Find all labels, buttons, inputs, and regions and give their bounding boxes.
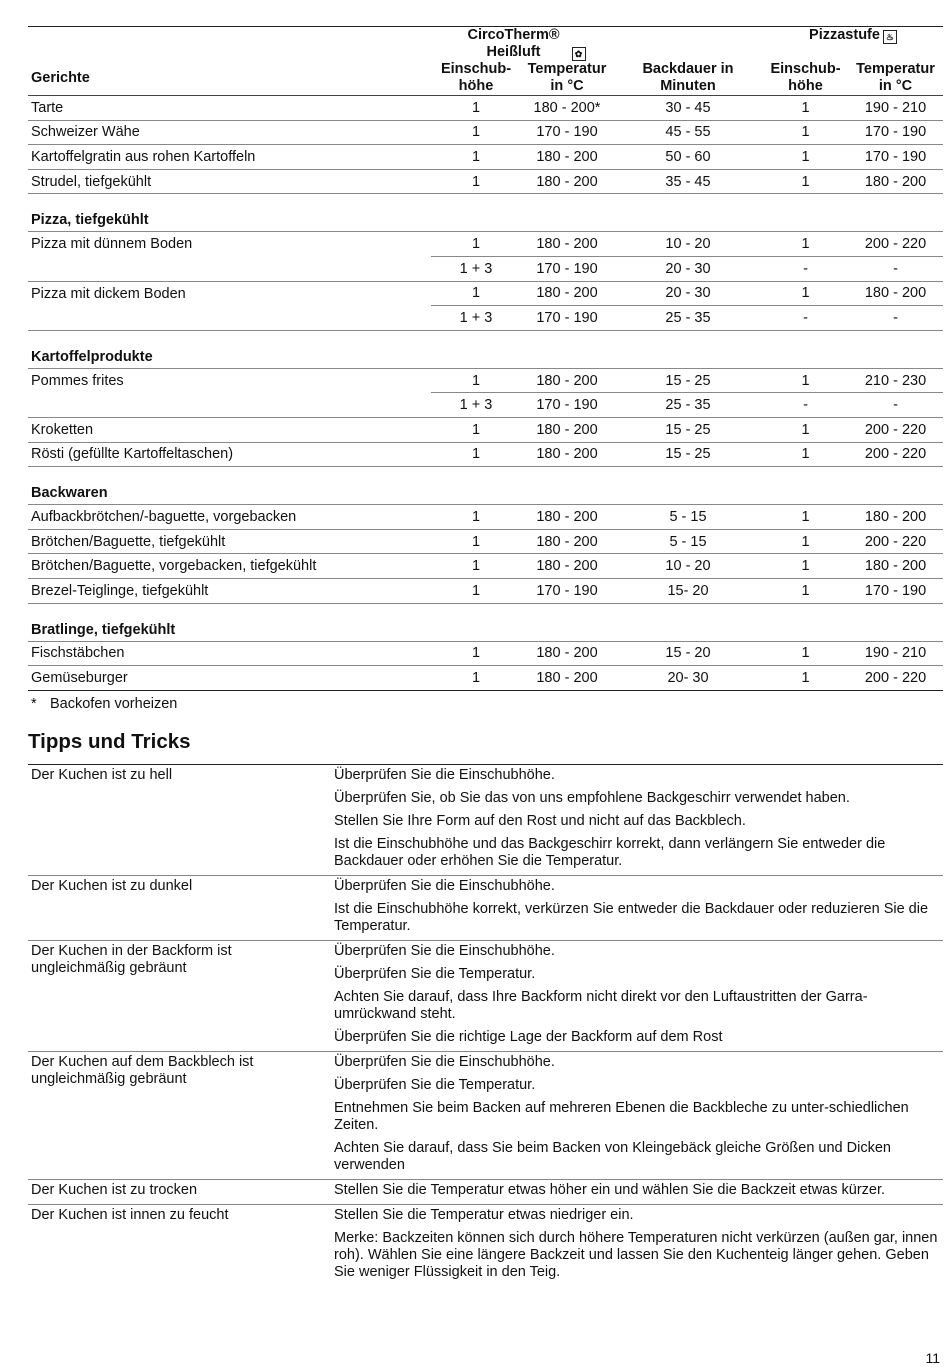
tip-problem: Der Kuchen ist innen zu feucht [31,1206,229,1223]
cell-temp-pizza: 200 - 220 [848,666,943,691]
cell-dish: Brötchen/Baguette, tiefgekühlt [28,529,431,554]
cell-temp-circotherm: 180 - 200* [521,96,613,121]
tips-row [28,1204,943,1286]
table-row [28,306,943,331]
cell-shelf-circotherm: 1 [431,529,521,554]
footnote [28,696,943,712]
section-title: Pizza, tiefgekühlt [28,194,943,232]
tip-solution: Überprüfen Sie die Temperatur. [334,965,536,982]
header-group-pizza-label: Pizzastufe [809,27,880,43]
table-row [28,578,943,603]
table-section-row [28,603,943,641]
cell-temp-circotherm: 180 - 200 [521,281,613,306]
cell-temp-pizza: 180 - 200 [848,281,943,306]
cell-shelf-pizza: 1 [763,169,848,194]
cell-dish: Pommes frites [31,372,124,389]
table-header-groups [28,27,943,62]
cell-temp-circotherm: 180 - 200 [521,232,613,257]
cell-shelf-circotherm: 1 + 3 [431,256,521,281]
cell-shelf-circotherm: 1 + 3 [431,393,521,418]
cell-temp-pizza: 170 - 190 [848,145,943,170]
cell-time: 5 - 15 [613,529,763,554]
cell-shelf-pizza: - [763,256,848,281]
table-row [28,417,943,442]
table-row [28,281,943,306]
cell-shelf-circotherm: 1 [431,169,521,194]
tip-solutions [331,1179,943,1204]
cell-dish: Brezel-Teiglinge, tiefgekühlt [28,578,431,603]
cell-time: 20- 30 [613,666,763,691]
cell-time: 15 - 20 [613,641,763,666]
table-row [28,442,943,467]
cell-temp-pizza: 200 - 220 [848,529,943,554]
cell-dish: Pizza mit dickem Boden [31,285,186,302]
pizza-setting-icon: ♨ [883,30,897,44]
cell-temp-pizza: 180 - 200 [848,505,943,530]
cell-shelf-circotherm: 1 + 3 [431,306,521,331]
cell-time: 10 - 20 [613,232,763,257]
cell-temp-circotherm: 180 - 200 [521,666,613,691]
cell-time: 25 - 35 [613,393,763,418]
table-section-row [28,330,943,368]
cell-dish: Tarte [28,96,431,121]
cell-dish: Schweizer Wähe [28,120,431,145]
cell-time: 15- 20 [613,578,763,603]
table-row [28,554,943,579]
cell-shelf-pizza: 1 [763,145,848,170]
cell-shelf-circotherm: 1 [431,96,521,121]
cell-dish: Kroketten [28,417,431,442]
cell-time: 20 - 30 [613,256,763,281]
cell-shelf-circotherm: 1 [431,554,521,579]
cell-shelf-pizza: - [763,306,848,331]
table-row [28,505,943,530]
col-header-time: Backdauer in Minuten [613,61,763,96]
cell-shelf-circotherm: 1 [431,641,521,666]
tip-solutions [331,875,943,940]
cell-temp-circotherm: 180 - 200 [521,368,613,393]
tip-problem: Der Kuchen ist zu trocken [28,1179,331,1204]
cell-temp-pizza: - [848,256,943,281]
cell-temp-pizza: 170 - 190 [848,578,943,603]
cell-time: 25 - 35 [613,306,763,331]
cell-temp-pizza: 190 - 210 [848,96,943,121]
cell-shelf-pizza: 1 [763,120,848,145]
cell-dish: Gemüseburger [28,666,431,691]
cell-dish: Kartoffelgratin aus rohen Kartoffeln [28,145,431,170]
cell-shelf-pizza: 1 [763,529,848,554]
section-heading-tips: Tipps und Tricks [28,729,191,753]
table-row [28,666,943,691]
table-section-row [28,194,943,232]
cell-temp-pizza: - [848,393,943,418]
cell-temp-circotherm: 170 - 190 [521,256,613,281]
cell-temp-circotherm: 180 - 200 [521,442,613,467]
cell-time: 35 - 45 [613,169,763,194]
cell-shelf-pizza: 1 [763,281,848,306]
tip-solutions [331,764,943,875]
cell-dish [28,393,431,418]
col-header-dish: Gerichte [28,61,431,96]
cell-temp-circotherm: 170 - 190 [521,578,613,603]
tip-solution: Stellen Sie die Temperatur etwas höher ein und wählen Sie die Backzeit etwas kürzer. [334,1181,886,1198]
tip-solution: Stellen Sie Ihre Form auf den Rost und nicht auf das Backblech. [334,812,746,829]
tip-problem: Der Kuchen auf dem Backblech ist ungleichmäßig gebräunt [28,1051,331,1179]
table-section-row [28,467,943,505]
cell-time: 45 - 55 [613,120,763,145]
cell-temp-circotherm: 180 - 200 [521,554,613,579]
tips-row [28,940,943,1051]
cell-time: 15 - 25 [613,442,763,467]
table-row [28,145,943,170]
cell-temp-pizza: 210 - 230 [848,368,943,393]
cell-shelf-pizza: 1 [763,666,848,691]
tips-table [28,764,943,1286]
cell-shelf-circotherm: 1 [431,442,521,467]
tip-problem: Der Kuchen in der Backform ist ungleichmäßig gebräunt [28,940,331,1051]
tip-solution: Überprüfen Sie die Einschubhöhe. [334,1053,555,1070]
cell-temp-circotherm: 170 - 190 [521,393,613,418]
cell-temp-pizza: 180 - 200 [848,554,943,579]
tips-row [28,1179,943,1204]
col-header-temp-pizza: Temperatur in °C [848,61,943,96]
table-row [28,529,943,554]
cell-shelf-pizza: 1 [763,578,848,603]
table-row [28,169,943,194]
footnote-mark: * [31,695,37,712]
cell-shelf-circotherm: 1 [431,666,521,691]
cell-shelf-circotherm: 1 [431,417,521,442]
cell-time: 20 - 30 [613,281,763,306]
table-row [28,96,943,121]
cell-shelf-pizza: 1 [763,442,848,467]
cell-shelf-pizza: 1 [763,368,848,393]
tip-solution: Stellen Sie die Temperatur etwas niedriger ein. [334,1206,634,1223]
col-header-shelf-pizza: Einschub-höhe [763,61,848,96]
cell-shelf-pizza: 1 [763,505,848,530]
baking-table-body [28,96,943,691]
section-title: Bratlinge, tiefgekühlt [28,603,943,641]
cell-shelf-pizza: - [763,393,848,418]
tip-solution: Merke: Backzeiten können sich durch höhere Temperaturen nicht verkürzen (außen gar, innen roh). Wählen Sie eine längere Backzeit und lassen Sie den Kuchenteig länger gehen. Geben Sie weniger Flüssigkeit in den Teig. [334,1229,938,1280]
cell-time: 30 - 45 [613,96,763,121]
cell-dish [28,256,431,281]
cell-temp-pizza: 200 - 220 [848,442,943,467]
cell-shelf-circotherm: 1 [431,145,521,170]
cell-temp-circotherm: 170 - 190 [521,120,613,145]
table-row [28,120,943,145]
document-page [28,0,943,1286]
tips-row [28,875,943,940]
tip-solution: Überprüfen Sie die Einschubhöhe. [334,877,555,894]
cell-dish: Pizza mit dünnem Boden [31,236,193,253]
cell-temp-pizza: 200 - 220 [848,232,943,257]
tip-solution: Achten Sie darauf, dass Sie beim Backen von Kleingebäck gleiche Größen und Dicken verwenden [334,1139,891,1173]
cell-dish: Brötchen/Baguette, vorgebacken, tiefgekühlt [28,554,431,579]
circotherm-fan-icon: ✿ [572,47,586,61]
cell-temp-circotherm: 180 - 200 [521,145,613,170]
tip-solution: Überprüfen Sie, ob Sie das von uns empfohlene Backgeschirr verwendet haben. [334,789,850,806]
cell-temp-circotherm: 170 - 190 [521,306,613,331]
tip-solution: Überprüfen Sie die richtige Lage der Backform auf dem Rost [334,1028,723,1045]
cell-shelf-pizza: 1 [763,417,848,442]
table-row [28,232,943,257]
tip-solution: Überprüfen Sie die Einschubhöhe. [334,942,555,959]
tip-solution: Überprüfen Sie die Einschubhöhe. [334,766,555,783]
cell-temp-circotherm: 180 - 200 [521,529,613,554]
section-title: Kartoffelprodukte [28,330,943,368]
tip-solution: Ist die Einschubhöhe und das Backgeschirr korrekt, dann verlängern Sie entweder die Backdauer oder erhöhen Sie die Temperatur. [334,835,886,869]
table-row [28,393,943,418]
cell-temp-pizza: 200 - 220 [848,417,943,442]
col-header-temp-circotherm: Temperatur in °C [521,61,613,96]
header-group-circotherm-label: CircoTherm® Heißluft [467,27,560,60]
cell-time: 15 - 25 [613,417,763,442]
tip-solutions [331,1204,943,1286]
table-header-columns [28,61,943,96]
cell-dish: Strudel, tiefgekühlt [28,169,431,194]
cell-temp-pizza: - [848,306,943,331]
cell-temp-pizza: 170 - 190 [848,120,943,145]
cell-dish: Fischstäbchen [28,641,431,666]
cell-shelf-circotherm: 1 [431,281,521,306]
baking-table [28,26,943,691]
cell-temp-circotherm: 180 - 200 [521,169,613,194]
cell-temp-pizza: 190 - 210 [848,641,943,666]
header-group-pizza [763,27,943,62]
tip-solutions [331,1051,943,1179]
cell-shelf-pizza: 1 [763,641,848,666]
tip-solution: Überprüfen Sie die Temperatur. [334,1076,536,1093]
tip-problem: Der Kuchen ist zu dunkel [28,875,331,940]
cell-temp-circotherm: 180 - 200 [521,417,613,442]
tips-row [28,764,943,875]
cell-dish: Aufbackbrötchen/-baguette, vorgebacken [28,505,431,530]
cell-time: 15 - 25 [613,368,763,393]
tip-problem: Der Kuchen ist zu hell [28,764,331,875]
cell-time: 10 - 20 [613,554,763,579]
col-header-shelf-circotherm: Einschub-höhe [431,61,521,96]
cell-time: 50 - 60 [613,145,763,170]
cell-shelf-circotherm: 1 [431,368,521,393]
tips-row [28,1051,943,1179]
tip-solution: Achten Sie darauf, dass Ihre Backform nicht direkt vor den Luftaustritten der Garra-umrückwand steht. [334,988,868,1022]
header-group-circotherm [431,27,613,62]
cell-shelf-circotherm: 1 [431,578,521,603]
cell-time: 5 - 15 [613,505,763,530]
table-row [28,641,943,666]
cell-shelf-circotherm: 1 [431,505,521,530]
cell-shelf-circotherm: 1 [431,232,521,257]
page-number: 11 [925,1350,940,1366]
cell-shelf-pizza: 1 [763,554,848,579]
tip-solutions [331,940,943,1051]
cell-dish [28,306,431,331]
footnote-text: Backofen vorheizen [50,695,178,712]
table-row [28,368,943,393]
section-title: Backwaren [28,467,943,505]
cell-shelf-pizza: 1 [763,96,848,121]
cell-temp-pizza: 180 - 200 [848,169,943,194]
cell-temp-circotherm: 180 - 200 [521,505,613,530]
table-row [28,256,943,281]
cell-dish: Rösti (gefüllte Kartoffeltaschen) [28,442,431,467]
tips-table-body [28,764,943,1286]
cell-shelf-circotherm: 1 [431,120,521,145]
cell-shelf-pizza: 1 [763,232,848,257]
tip-solution: Entnehmen Sie beim Backen auf mehreren Ebenen die Backbleche zu unter-schiedlichen Zeiten. [334,1099,909,1133]
tip-solution: Ist die Einschubhöhe korrekt, verkürzen Sie entweder die Backdauer oder reduzieren Sie die Temperatur. [334,900,929,934]
cell-temp-circotherm: 180 - 200 [521,641,613,666]
